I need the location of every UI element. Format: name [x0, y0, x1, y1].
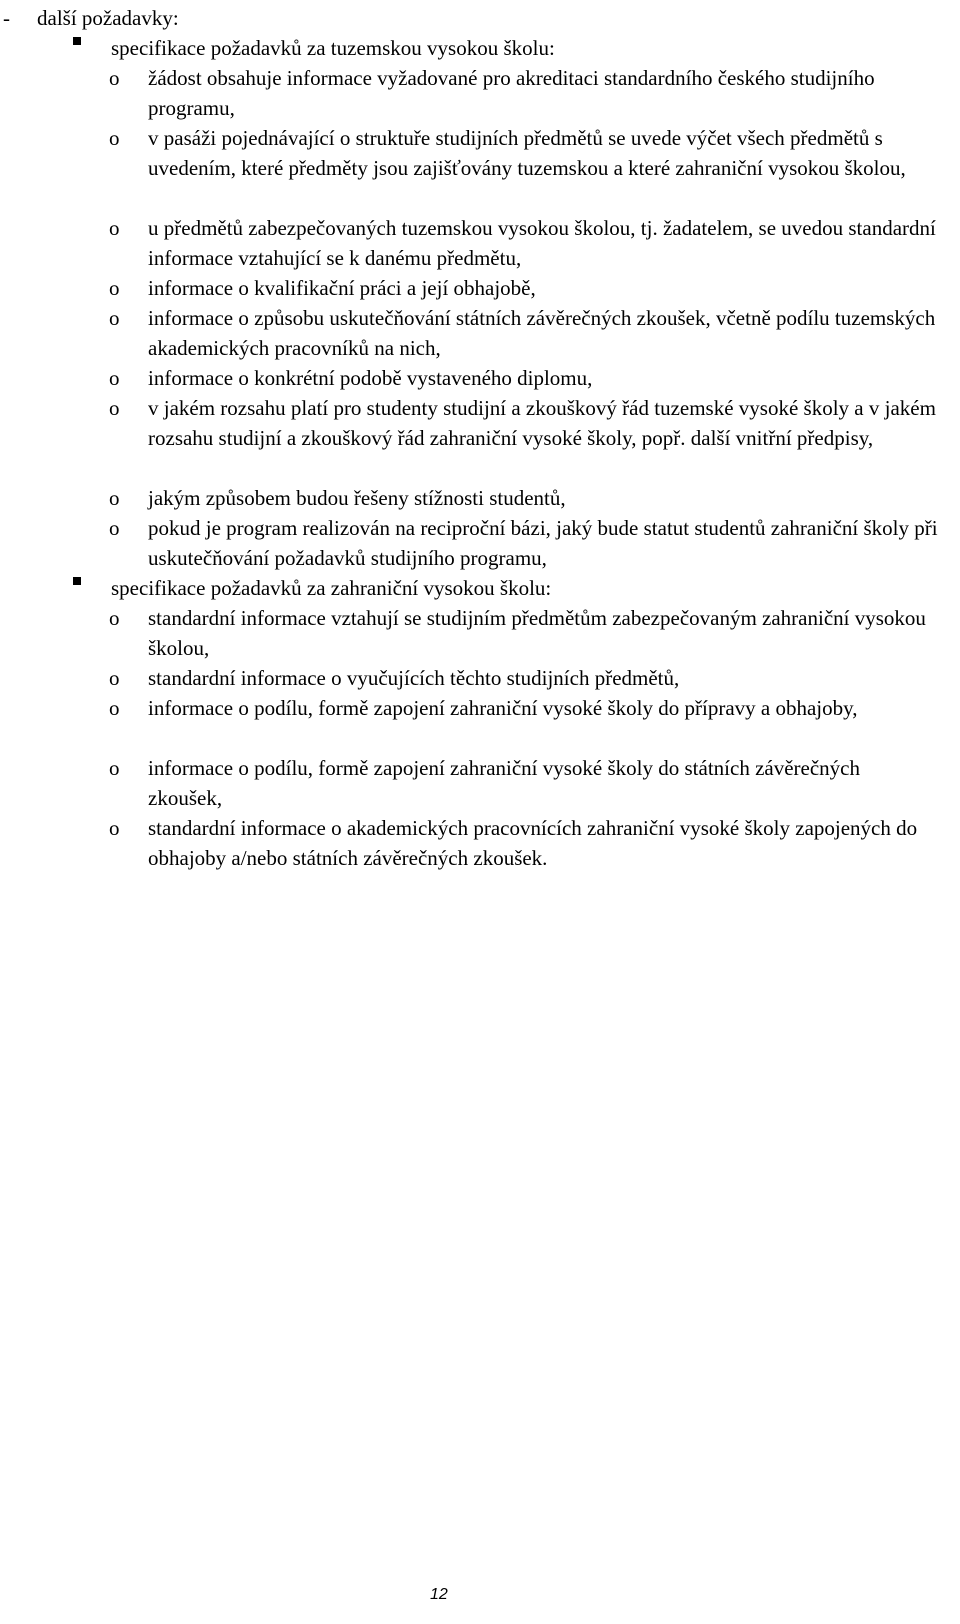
group-2-item-5: standardní informace o akademických pracovnících zahraniční vysoké školy zapojených do obhajoby a/nebo státních závěrečných zkoušek.	[148, 816, 918, 870]
circle-bullet: o	[109, 396, 120, 420]
square-bullet-icon	[73, 37, 81, 45]
circle-bullet: o	[109, 216, 120, 240]
group-1-item-2: v pasáži pojednávající o struktuře studijních předmětů se uvede výčet všech předmětů s uvedením, které předměty jsou zajišťovány tuzemskou a které zahraniční vysokou školou,	[148, 126, 906, 180]
group-1-item-3: u předmětů zabezpečovaných tuzemskou vysokou školou, tj. žadatelem, se uvedou standardní informace vztahující se k danému předmětu,	[148, 216, 936, 270]
page-number: 12	[430, 1586, 448, 1603]
group-2-title: specifikace požadavků za zahraniční vysokou školu:	[111, 576, 552, 600]
square-bullet-icon	[73, 577, 81, 585]
circle-bullet: o	[109, 126, 120, 150]
circle-bullet: o	[109, 666, 120, 690]
group-1-item-7: v jakém rozsahu platí pro studenty studijní a zkouškový řád tuzemské vysoké školy a v jakém rozsahu studijní a zkouškový řád zahraniční vysoké školy, popř. další vnitřní předpisy,	[148, 396, 936, 450]
circle-bullet: o	[109, 66, 120, 90]
group-1-item-5: informace o způsobu uskutečňování státních závěrečných zkoušek, včetně podílu tuzemských akademických pracovníků na nich,	[148, 306, 936, 360]
circle-bullet: o	[109, 366, 120, 390]
circle-bullet: o	[109, 516, 120, 540]
circle-bullet: o	[109, 606, 120, 630]
group-2-item-4: informace o podílu, formě zapojení zahraniční vysoké školy do státních závěrečných zkoušek,	[148, 756, 860, 810]
circle-bullet: o	[109, 276, 120, 300]
circle-bullet: o	[109, 696, 120, 720]
group-2-item-2: standardní informace o vyučujících těchto studijních předmětů,	[148, 666, 680, 690]
circle-bullet: o	[109, 756, 120, 780]
group-1-item-6: informace o konkrétní podobě vystaveného diplomu,	[148, 366, 593, 390]
dash-marker: -	[3, 6, 10, 30]
circle-bullet: o	[109, 816, 120, 840]
group-2-item-3: informace o podílu, formě zapojení zahraniční vysoké školy do přípravy a obhajoby,	[148, 696, 858, 720]
group-2-item-1: standardní informace vztahují se studijním předmětům zabezpečovaným zahraniční vysokou školou,	[148, 606, 926, 660]
group-1-item-4: informace o kvalifikační práci a její obhajobě,	[148, 276, 536, 300]
group-1-item-9: pokud je program realizován na reciproční bázi, jaký bude statut studentů zahraniční školy při uskutečňování požadavků studijního programu,	[148, 516, 938, 570]
group-1-title: specifikace požadavků za tuzemskou vysokou školu:	[111, 36, 555, 60]
circle-bullet: o	[109, 306, 120, 330]
list-heading: další požadavky:	[37, 6, 179, 30]
group-1-item-8: jakým způsobem budou řešeny stížnosti studentů,	[148, 486, 566, 510]
circle-bullet: o	[109, 486, 120, 510]
group-1-item-1: žádost obsahuje informace vyžadované pro akreditaci standardního českého studijního programu,	[148, 66, 875, 120]
